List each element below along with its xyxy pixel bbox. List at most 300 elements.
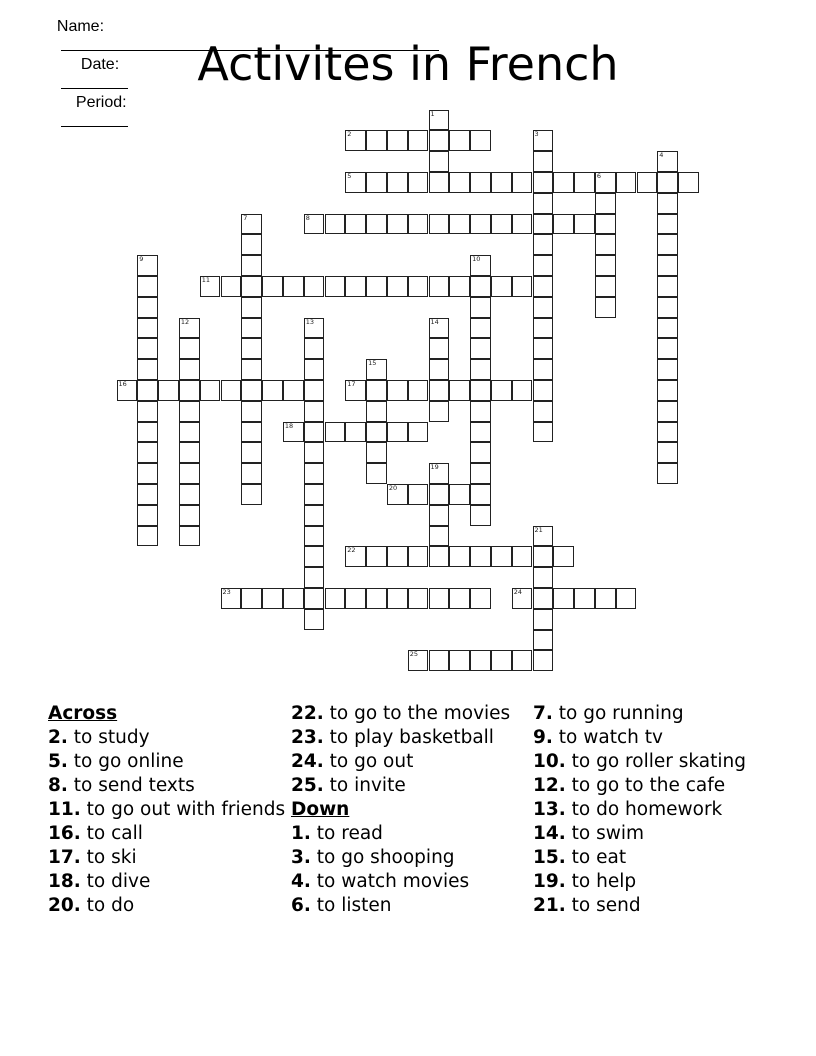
grid-cell[interactable] (366, 276, 387, 297)
clue-number: 2 (347, 130, 352, 139)
grid-cell[interactable] (470, 546, 491, 567)
grid-cell[interactable] (117, 380, 138, 401)
grid-cell[interactable] (449, 380, 470, 401)
grid-cell[interactable] (408, 380, 429, 401)
grid-cell[interactable] (137, 297, 158, 318)
grid-cell[interactable] (304, 609, 325, 630)
grid-cell[interactable] (283, 422, 304, 443)
grid-cell[interactable] (533, 546, 554, 567)
clue-number: 9. (533, 727, 553, 748)
grid-cell[interactable] (137, 255, 158, 276)
grid-cell[interactable] (470, 588, 491, 609)
grid-cell[interactable] (387, 214, 408, 235)
grid-cell[interactable] (345, 130, 366, 151)
grid-cell[interactable] (429, 401, 450, 422)
grid-cell[interactable] (137, 401, 158, 422)
grid-cell[interactable] (241, 338, 262, 359)
grid-cell[interactable] (595, 234, 616, 255)
clue-number: 17 (347, 379, 356, 388)
grid-cell[interactable] (595, 255, 616, 276)
grid-cell[interactable] (137, 318, 158, 339)
grid-cell[interactable] (533, 255, 554, 276)
clue-number: 7 (243, 213, 248, 222)
down-clue (533, 846, 773, 869)
clue-number: 4. (291, 871, 311, 892)
grid-cell[interactable] (241, 214, 262, 235)
clue-number: 14. (533, 823, 566, 844)
grid-cell[interactable] (657, 193, 678, 214)
grid-cell[interactable] (470, 214, 491, 235)
grid-cell[interactable] (304, 359, 325, 380)
grid-cell[interactable] (345, 276, 366, 297)
grid-cell[interactable] (221, 588, 242, 609)
down-clue (533, 894, 773, 917)
grid-cell[interactable] (657, 318, 678, 339)
grid-cell[interactable] (241, 401, 262, 422)
clue-number: 5 (347, 171, 352, 180)
clue-text: to go to the cafe (565, 775, 726, 796)
grid-cell[interactable] (345, 214, 366, 235)
grid-cell[interactable] (512, 588, 533, 609)
grid-cell[interactable] (470, 463, 491, 484)
grid-cell[interactable] (595, 193, 616, 214)
grid-cell[interactable] (137, 505, 158, 526)
clue-text: to go to the movies (323, 703, 511, 724)
grid-cell[interactable] (657, 359, 678, 380)
grid-cell[interactable] (387, 130, 408, 151)
grid-cell[interactable] (429, 463, 450, 484)
clue-text: to ski (80, 847, 137, 868)
grid-cell[interactable] (387, 380, 408, 401)
clue-number: 23. (291, 727, 324, 748)
grid-cell[interactable] (429, 338, 450, 359)
grid-cell[interactable] (470, 380, 491, 401)
clue-text: to go roller skating (565, 751, 746, 772)
grid-cell[interactable] (387, 422, 408, 443)
grid-cell[interactable] (491, 276, 512, 297)
clue-number: 2. (48, 727, 68, 748)
grid-cell[interactable] (304, 588, 325, 609)
down-clue (533, 798, 773, 821)
across-clue (291, 774, 531, 797)
grid-cell[interactable] (533, 422, 554, 443)
grid-cell[interactable] (512, 380, 533, 401)
grid-cell[interactable] (366, 463, 387, 484)
grid-cell[interactable] (345, 172, 366, 193)
grid-cell[interactable] (470, 338, 491, 359)
grid-cell[interactable] (304, 276, 325, 297)
grid-cell[interactable] (387, 546, 408, 567)
grid-cell[interactable] (429, 130, 450, 151)
clue-number: 5. (48, 751, 68, 772)
grid-cell[interactable] (408, 214, 429, 235)
grid-cell[interactable] (429, 214, 450, 235)
grid-cell[interactable] (553, 172, 574, 193)
grid-cell[interactable] (657, 380, 678, 401)
grid-cell[interactable] (366, 130, 387, 151)
grid-cell[interactable] (137, 442, 158, 463)
grid-cell[interactable] (304, 484, 325, 505)
grid-cell[interactable] (137, 463, 158, 484)
grid-cell[interactable] (533, 380, 554, 401)
grid-cell[interactable] (470, 505, 491, 526)
grid-cell[interactable] (241, 588, 262, 609)
grid-cell[interactable] (533, 401, 554, 422)
clue-number: 23 (222, 587, 231, 596)
clue-text: to help (565, 871, 637, 892)
grid-cell[interactable] (366, 442, 387, 463)
clue-text: to go out with friends (80, 799, 286, 820)
clue-number: 3. (291, 847, 311, 868)
grid-cell[interactable] (283, 588, 304, 609)
grid-cell[interactable] (533, 276, 554, 297)
grid-cell[interactable] (449, 650, 470, 671)
grid-cell[interactable] (533, 297, 554, 318)
grid-cell[interactable] (387, 484, 408, 505)
grid-cell[interactable] (179, 318, 200, 339)
grid-cell[interactable] (491, 650, 512, 671)
grid-cell[interactable] (657, 338, 678, 359)
grid-cell[interactable] (387, 588, 408, 609)
grid-cell[interactable] (470, 359, 491, 380)
grid-cell[interactable] (241, 318, 262, 339)
down-clue (533, 726, 773, 749)
grid-cell[interactable] (574, 588, 595, 609)
grid-cell[interactable] (491, 546, 512, 567)
clue-number: 18 (284, 421, 294, 430)
grid-cell[interactable] (657, 463, 678, 484)
grid-cell[interactable] (595, 276, 616, 297)
grid-cell[interactable] (533, 359, 554, 380)
grid-cell[interactable] (470, 401, 491, 422)
grid-cell[interactable] (408, 588, 429, 609)
grid-cell[interactable] (304, 422, 325, 443)
grid-cell[interactable] (595, 214, 616, 235)
grid-cell[interactable] (657, 151, 678, 172)
grid-cell[interactable] (512, 172, 533, 193)
clue-text: to do (80, 895, 135, 916)
grid-cell[interactable] (241, 484, 262, 505)
grid-cell[interactable] (345, 588, 366, 609)
grid-cell[interactable] (429, 484, 450, 505)
grid-cell[interactable] (512, 650, 533, 671)
grid-cell[interactable] (241, 234, 262, 255)
grid-cell[interactable] (179, 422, 200, 443)
clue-number: 24. (291, 751, 324, 772)
grid-cell[interactable] (179, 442, 200, 463)
across-clue (48, 822, 288, 845)
grid-cell[interactable] (470, 484, 491, 505)
clue-number: 8. (48, 775, 68, 796)
grid-cell[interactable] (366, 172, 387, 193)
grid-cell[interactable] (304, 546, 325, 567)
grid-cell[interactable] (533, 630, 554, 651)
grid-cell[interactable] (470, 442, 491, 463)
grid-cell[interactable] (533, 318, 554, 339)
grid-cell[interactable] (137, 359, 158, 380)
grid-cell[interactable] (449, 546, 470, 567)
grid-cell[interactable] (179, 359, 200, 380)
grid-cell[interactable] (366, 546, 387, 567)
clue-number: 17. (48, 847, 81, 868)
grid-cell[interactable] (179, 484, 200, 505)
clue-number: 10. (533, 751, 566, 772)
grid-cell[interactable] (574, 214, 595, 235)
grid-cell[interactable] (533, 130, 554, 151)
grid-cell[interactable] (574, 172, 595, 193)
grid-cell[interactable] (470, 297, 491, 318)
clue-number: 11 (201, 275, 210, 284)
grid-cell[interactable] (221, 380, 242, 401)
grid-cell[interactable] (200, 276, 221, 297)
down-heading: Down (291, 799, 350, 820)
clue-number: 22. (291, 703, 324, 724)
grid-cell[interactable] (200, 380, 221, 401)
grid-cell[interactable] (345, 546, 366, 567)
grid-cell[interactable] (429, 380, 450, 401)
grid-cell[interactable] (429, 588, 450, 609)
clue-number: 8 (305, 213, 310, 222)
grid-cell[interactable] (241, 380, 262, 401)
clue-number: 6 (596, 171, 602, 180)
grid-cell[interactable] (387, 276, 408, 297)
grid-cell[interactable] (512, 276, 533, 297)
grid-cell[interactable] (345, 380, 366, 401)
grid-cell[interactable] (241, 442, 262, 463)
across-clue (48, 846, 288, 869)
grid-cell[interactable] (553, 214, 574, 235)
grid-cell[interactable] (179, 380, 200, 401)
grid-cell[interactable] (262, 588, 283, 609)
grid-cell[interactable] (657, 297, 678, 318)
clue-text: to go running (552, 703, 684, 724)
grid-cell[interactable] (470, 130, 491, 151)
grid-cell[interactable] (304, 567, 325, 588)
grid-cell[interactable] (429, 151, 450, 172)
grid-cell[interactable] (429, 110, 450, 131)
grid-cell[interactable] (533, 650, 554, 671)
grid-cell[interactable] (449, 130, 470, 151)
grid-cell[interactable] (179, 338, 200, 359)
grid-cell[interactable] (366, 359, 387, 380)
grid-cell[interactable] (241, 359, 262, 380)
grid-cell[interactable] (408, 546, 429, 567)
grid-cell[interactable] (553, 546, 574, 567)
grid-cell[interactable] (137, 276, 158, 297)
down-clue (533, 774, 773, 797)
grid-cell[interactable] (221, 276, 242, 297)
grid-cell[interactable] (304, 505, 325, 526)
grid-cell[interactable] (657, 442, 678, 463)
grid-cell[interactable] (449, 172, 470, 193)
clue-text: to go shooping (310, 847, 455, 868)
grid-cell[interactable] (637, 172, 658, 193)
grid-cell[interactable] (491, 380, 512, 401)
grid-cell[interactable] (657, 422, 678, 443)
clue-number: 6. (291, 895, 311, 916)
grid-cell[interactable] (179, 463, 200, 484)
grid-cell[interactable] (366, 588, 387, 609)
clue-text: to play basketball (323, 727, 494, 748)
grid-cell[interactable] (137, 380, 158, 401)
grid-cell[interactable] (304, 463, 325, 484)
grid-cell[interactable] (366, 401, 387, 422)
grid-cell[interactable] (241, 422, 262, 443)
grid-cell[interactable] (449, 588, 470, 609)
grid-cell[interactable] (304, 380, 325, 401)
grid-cell[interactable] (449, 276, 470, 297)
grid-cell[interactable] (408, 276, 429, 297)
grid-cell[interactable] (366, 422, 387, 443)
grid-cell[interactable] (533, 193, 554, 214)
grid-cell[interactable] (533, 588, 554, 609)
grid-cell[interactable] (491, 172, 512, 193)
grid-cell[interactable] (678, 172, 699, 193)
clue-number: 13 (305, 317, 314, 326)
grid-cell[interactable] (512, 214, 533, 235)
grid-cell[interactable] (408, 422, 429, 443)
grid-cell[interactable] (179, 401, 200, 422)
grid-cell[interactable] (657, 276, 678, 297)
grid-cell[interactable] (657, 234, 678, 255)
grid-cell[interactable] (283, 276, 304, 297)
down-clue (533, 822, 773, 845)
across-clue (291, 750, 531, 773)
grid-cell[interactable] (470, 650, 491, 671)
clue-number: 18. (48, 871, 81, 892)
clues-column-1 (48, 702, 288, 918)
name-label: Name: (56, 18, 105, 35)
across-clue (291, 702, 531, 725)
grid-cell[interactable] (408, 484, 429, 505)
grid-cell[interactable] (408, 130, 429, 151)
grid-cell[interactable] (533, 338, 554, 359)
grid-cell[interactable] (179, 526, 200, 547)
grid-cell[interactable] (616, 588, 637, 609)
grid-cell[interactable] (429, 650, 450, 671)
grid-cell[interactable] (595, 297, 616, 318)
clue-text: to call (80, 823, 143, 844)
down-clue (291, 822, 531, 845)
grid-cell[interactable] (595, 172, 616, 193)
period-label: Period: (75, 94, 127, 111)
clue-number: 14 (430, 317, 439, 326)
grid-cell[interactable] (657, 255, 678, 276)
grid-cell[interactable] (283, 380, 304, 401)
grid-cell[interactable] (429, 318, 450, 339)
grid-cell[interactable] (595, 588, 616, 609)
across-clue (48, 750, 288, 773)
grid-cell[interactable] (241, 297, 262, 318)
clue-number: 10 (472, 255, 481, 264)
grid-cell[interactable] (304, 318, 325, 339)
grid-cell[interactable] (470, 318, 491, 339)
page-title: Activites in French (197, 37, 619, 91)
grid-cell[interactable] (179, 505, 200, 526)
grid-cell[interactable] (325, 588, 346, 609)
grid-cell[interactable] (429, 276, 450, 297)
grid-cell[interactable] (325, 276, 346, 297)
grid-cell[interactable] (241, 255, 262, 276)
grid-cell[interactable] (304, 526, 325, 547)
clue-text: to go online (67, 751, 184, 772)
grid-cell[interactable] (408, 172, 429, 193)
grid-cell[interactable] (470, 255, 491, 276)
grid-cell[interactable] (533, 151, 554, 172)
grid-cell[interactable] (657, 214, 678, 235)
grid-cell[interactable] (429, 546, 450, 567)
grid-cell[interactable] (366, 214, 387, 235)
grid-cell[interactable] (533, 526, 554, 547)
grid-cell[interactable] (449, 484, 470, 505)
down-clue (291, 894, 531, 917)
down-clue (533, 750, 773, 773)
grid-cell[interactable] (304, 338, 325, 359)
grid-cell[interactable] (262, 380, 283, 401)
grid-cell[interactable] (429, 172, 450, 193)
grid-cell[interactable] (304, 442, 325, 463)
grid-cell[interactable] (533, 567, 554, 588)
clue-text: to listen (310, 895, 392, 916)
grid-cell[interactable] (325, 214, 346, 235)
grid-cell[interactable] (533, 214, 554, 235)
grid-cell[interactable] (345, 422, 366, 443)
grid-cell[interactable] (137, 526, 158, 547)
grid-cell[interactable] (657, 172, 678, 193)
grid-cell[interactable] (429, 526, 450, 547)
grid-cell[interactable] (387, 172, 408, 193)
grid-cell[interactable] (408, 650, 429, 671)
grid-cell[interactable] (553, 588, 574, 609)
clue-number: 11. (48, 799, 81, 820)
grid-cell[interactable] (533, 609, 554, 630)
grid-cell[interactable] (429, 505, 450, 526)
grid-cell[interactable] (616, 172, 637, 193)
clue-text: to send (565, 895, 641, 916)
grid-cell[interactable] (262, 276, 283, 297)
grid-cell[interactable] (512, 546, 533, 567)
grid-cell[interactable] (533, 172, 554, 193)
grid-cell[interactable] (325, 422, 346, 443)
grid-cell[interactable] (241, 276, 262, 297)
clue-number: 15 (368, 359, 377, 368)
grid-cell[interactable] (366, 380, 387, 401)
grid-cell[interactable] (137, 422, 158, 443)
grid-cell[interactable] (657, 401, 678, 422)
grid-cell[interactable] (470, 422, 491, 443)
grid-cell[interactable] (304, 214, 325, 235)
grid-cell[interactable] (470, 276, 491, 297)
grid-cell[interactable] (158, 380, 179, 401)
clue-number: 19. (533, 871, 566, 892)
clues-column-3 (533, 702, 773, 918)
clue-number: 16 (118, 379, 127, 388)
grid-cell[interactable] (137, 484, 158, 505)
grid-cell[interactable] (137, 338, 158, 359)
grid-cell[interactable] (533, 234, 554, 255)
grid-cell[interactable] (241, 463, 262, 484)
clue-text: to read (310, 823, 383, 844)
grid-cell[interactable] (449, 214, 470, 235)
grid-cell[interactable] (304, 401, 325, 422)
clue-number: 25 (409, 650, 418, 659)
grid-cell[interactable] (429, 359, 450, 380)
clue-number: 21 (534, 525, 543, 534)
clue-text: to study (67, 727, 150, 748)
grid-cell[interactable] (470, 172, 491, 193)
clue-text: to go out (323, 751, 414, 772)
grid-cell[interactable] (491, 214, 512, 235)
